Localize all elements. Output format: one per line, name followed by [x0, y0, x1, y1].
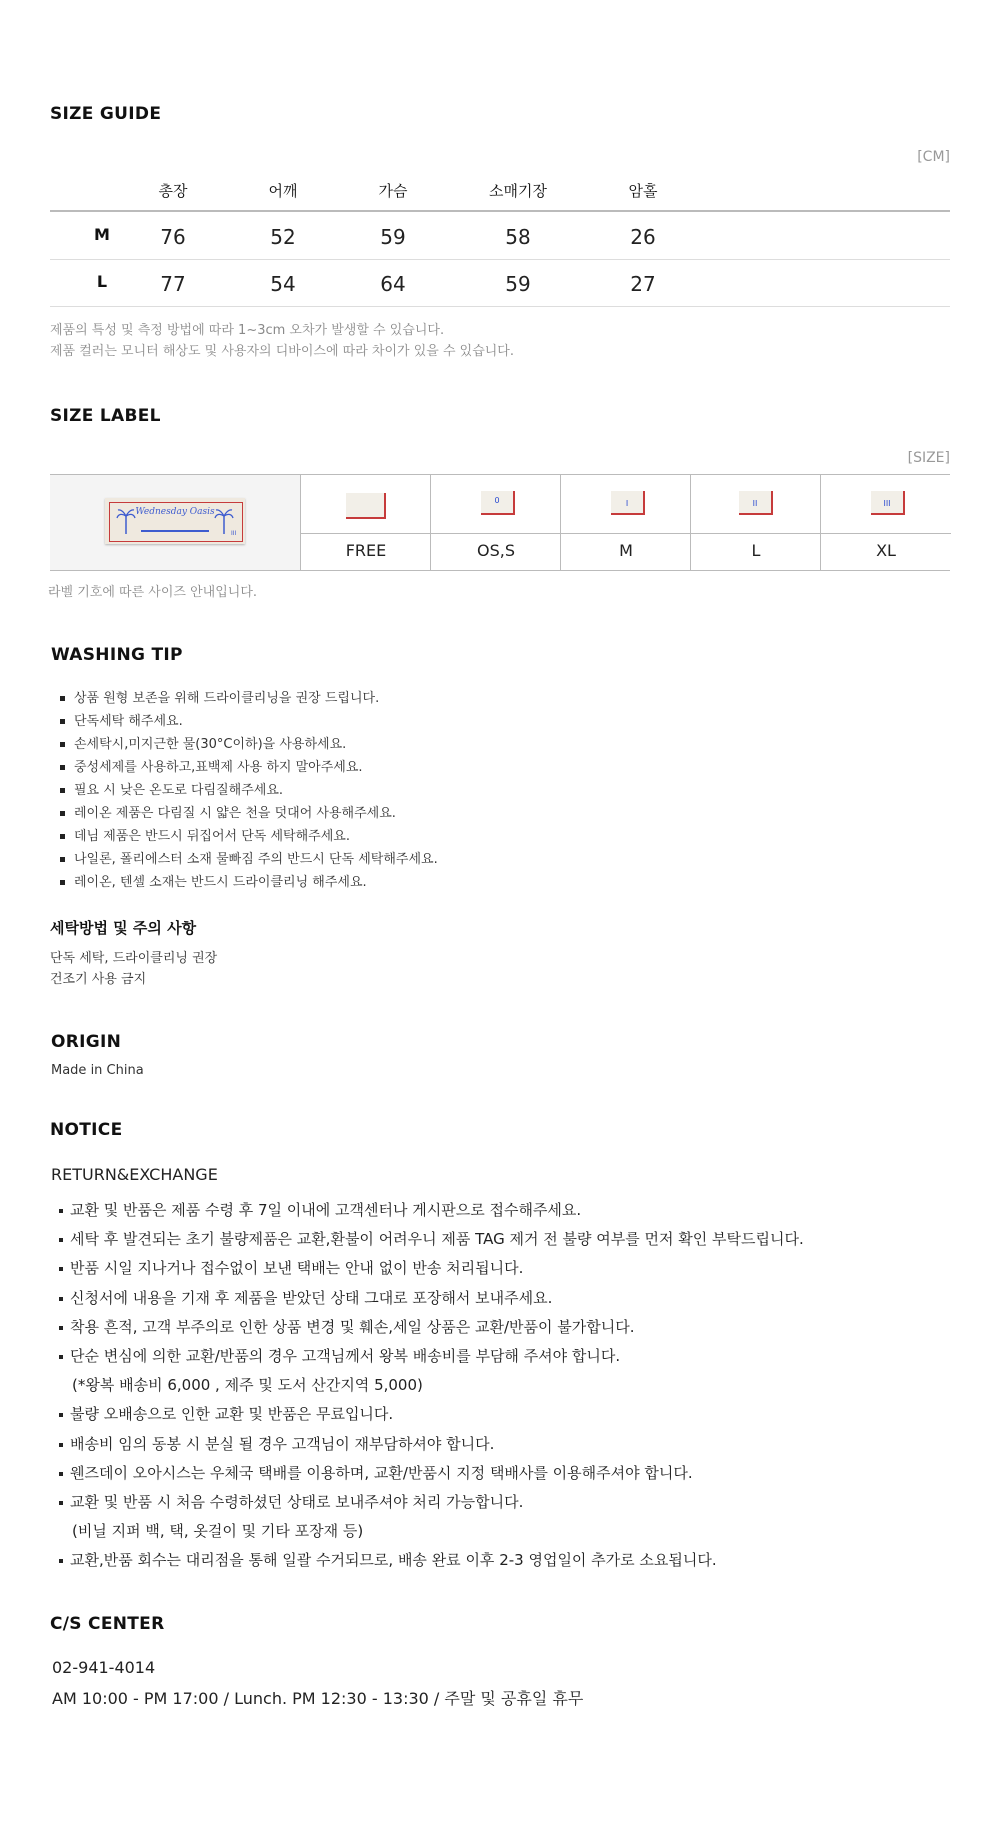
size-guide-unit: [CM] [917, 149, 950, 165]
origin-title: ORIGIN [51, 1032, 122, 1052]
list-item: 불량 오배송으로 인한 교환 및 반품은 무료입니다. [58, 1400, 804, 1429]
size-cell: M [94, 225, 110, 244]
size-tag-icon: 0 [481, 491, 515, 515]
washing-tip-list [58, 687, 438, 894]
size-label-name: OS,S [477, 541, 515, 560]
value-cell: 54 [270, 272, 296, 296]
size-label-table [50, 474, 950, 571]
list-item: 교환 및 반품 시 처음 수령하셨던 상태로 보내주셔야 처리 가능합니다. [58, 1488, 804, 1517]
list-item: 필요 시 낮은 온도로 다림질해주세요. [58, 779, 438, 802]
list-item: 레이온, 텐셀 소재는 반드시 드라이클리닝 해주세요. [58, 871, 438, 894]
notice-list [58, 1196, 804, 1576]
size-label-cell [820, 475, 951, 570]
size-label-cell [300, 475, 431, 570]
care-line: 단독 세탁, 드라이클리닝 권장 [50, 951, 218, 966]
origin-value: Made in China [51, 1063, 144, 1078]
size-tag-icon [346, 493, 386, 519]
list-item: 단독세탁 해주세요. [58, 710, 438, 733]
size-note: 제품의 특성 및 측정 방법에 따라 1~3cm 오차가 발생할 수 있습니다. [50, 323, 445, 338]
list-item: 중성세제를 사용하고,표백제 사용 하지 말아주세요. [58, 756, 438, 779]
list-item: 레이온 제품은 다림질 시 얇은 천을 덧대어 사용해주세요. [58, 802, 438, 825]
value-cell: 59 [505, 272, 531, 296]
size-cell: L [96, 272, 108, 291]
list-item: 착용 흔적, 고객 부주의로 인한 상품 변경 및 훼손,세일 상품은 교환/반품이 불가합니다. [58, 1313, 804, 1342]
notice-title: NOTICE [50, 1120, 123, 1140]
size-notes [50, 320, 514, 362]
size-label-name: L [751, 541, 761, 560]
list-item: 상품 원형 보존을 위해 드라이클리닝을 권장 드립니다. [58, 687, 438, 710]
list-item: 배송비 임의 동봉 시 분실 될 경우 고객님이 재부담하셔야 합니다. [58, 1430, 804, 1459]
size-label-note: 라벨 기호에 따른 사이즈 안내입니다. [48, 585, 258, 600]
brand-label-image: Wednesday Oasis III [105, 498, 245, 544]
size-tag-icon: III [871, 491, 905, 515]
size-tag-icon: II [739, 491, 773, 515]
size-guide-title: SIZE GUIDE [50, 104, 162, 124]
size-tag-icon: I [611, 491, 645, 515]
size-label-cell [690, 475, 821, 570]
list-item: 웬즈데이 오아시스는 우체국 택배를 이용하며, 교환/반품시 지정 택배사를 이용해주셔야 합니다. [58, 1459, 804, 1488]
list-item: 교환 및 반품은 제품 수령 후 7일 이내에 고객센터나 게시판으로 접수해주세요. [58, 1196, 804, 1225]
brand-label-cell [50, 475, 300, 570]
size-label-cell [430, 475, 561, 570]
list-item: 반품 시일 지나거나 접수없이 보낸 택배는 안내 없이 반송 처리됩니다. [58, 1254, 804, 1283]
list-item: 신청서에 내용을 기재 후 제품을 받았던 상태 그대로 포장해서 보내주세요. [58, 1284, 804, 1313]
list-item: (비닐 지퍼 백, 택, 옷걸이 및 기타 포장재 등) [72, 1522, 364, 1541]
size-label-name: XL [876, 541, 896, 560]
list-item: 세탁 후 발견되는 초기 불량제품은 교환,환불이 어려우니 제품 TAG 제거 전 불량 여부를 먼저 확인 부탁드립니다. [58, 1225, 804, 1254]
size-label-cell [560, 475, 691, 570]
table-row [50, 212, 950, 260]
value-cell: 26 [630, 225, 656, 249]
value-cell: 27 [630, 272, 656, 296]
list-item: 나일론, 폴리에스터 소재 물빠짐 주의 반드시 단독 세탁해주세요. [58, 848, 438, 871]
brand-label-text: Wednesday Oasis [135, 507, 215, 517]
list-item: (*왕복 배송비 6,000 , 제주 및 도서 산간지역 5,000) [72, 1376, 423, 1395]
list-item: 손세탁시,미지근한 물(30°C이하)을 사용하세요. [58, 733, 438, 756]
column-header: 암홀 [628, 182, 658, 200]
care-line: 건조기 사용 금지 [50, 972, 147, 987]
value-cell: 77 [160, 272, 186, 296]
care-subtitle: 세탁방법 및 주의 사항 [50, 919, 197, 937]
value-cell: 58 [505, 225, 531, 249]
value-cell: 59 [380, 225, 406, 249]
size-label-name: FREE [345, 541, 387, 560]
care-lines [50, 948, 217, 990]
column-header: 총장 [158, 182, 188, 200]
notice-subtitle: RETURN&EXCHANGE [51, 1165, 218, 1184]
value-cell: 64 [380, 272, 406, 296]
palm-tree-icon [115, 506, 137, 536]
value-cell: 76 [160, 225, 186, 249]
list-item: 교환,반품 회수는 대리점을 통해 일괄 수거되므로, 배송 완료 이후 2-3 영업일이 추가로 소요됩니다. [58, 1546, 804, 1575]
size-label-title: SIZE LABEL [50, 406, 161, 426]
column-header: 어깨 [268, 182, 298, 200]
size-note: 제품 컬러는 모니터 해상도 및 사용자의 디바이스에 따라 차이가 있을 수 있습니다. [50, 344, 515, 359]
size-label-name: M [619, 541, 633, 560]
cs-hours: AM 10:00 - PM 17:00 / Lunch. PM 12:30 - 13:30 / 주말 및 공휴일 휴무 [52, 1689, 584, 1708]
value-cell: 52 [270, 225, 296, 249]
size-label-unit: [SIZE] [907, 450, 950, 466]
table-row [50, 259, 950, 307]
column-header: 가슴 [378, 182, 408, 200]
washing-tip-title: WASHING TIP [51, 645, 183, 665]
list-item: 데님 제품은 반드시 뒤집어서 단독 세탁해주세요. [58, 825, 438, 848]
cs-center-title: C/S CENTER [50, 1614, 165, 1634]
cs-phone: 02-941-4014 [52, 1658, 156, 1677]
column-header: 소매기장 [489, 182, 547, 200]
list-item: 단순 변심에 의한 교환/반품의 경우 고객님께서 왕복 배송비를 부담해 주셔야 합니다. [58, 1342, 804, 1371]
